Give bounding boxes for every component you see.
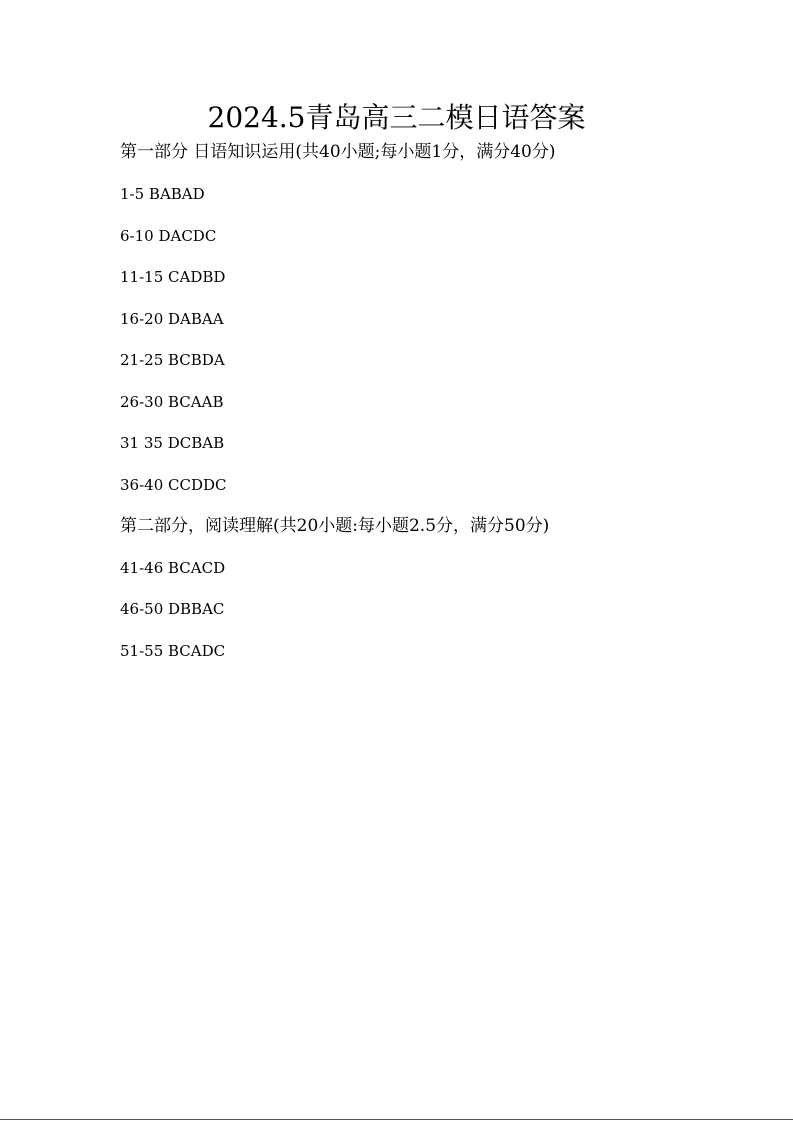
answer-line: 31 35 DCBAB xyxy=(120,434,225,452)
answer-line: 21-25 BCBDA xyxy=(120,351,225,369)
section-heading-part-1: 第一部分 日语知识运用(共40小题;每小题1分，满分40分) xyxy=(120,142,556,162)
answer-line: 26-30 BCAAB xyxy=(120,393,224,411)
section-heading-part-2: 第二部分，阅读理解(共20小题:每小题2.5分，满分50分) xyxy=(120,516,550,536)
answer-line: 36-40 CCDDC xyxy=(120,476,227,494)
answer-line: 1-5 BABAD xyxy=(120,185,205,203)
document-title: 2024.5青岛高三二模日语答案 xyxy=(207,101,586,134)
answer-line: 16-20 DABAA xyxy=(120,310,224,328)
answer-line: 11-15 CADBD xyxy=(120,268,226,286)
answer-line: 51-55 BCADC xyxy=(120,642,226,660)
answer-line: 46-50 DBBAC xyxy=(120,600,225,618)
answer-line: 6-10 DACDC xyxy=(120,227,217,245)
page-bottom-divider xyxy=(0,1119,793,1120)
answer-line: 41-46 BCACD xyxy=(120,559,226,577)
